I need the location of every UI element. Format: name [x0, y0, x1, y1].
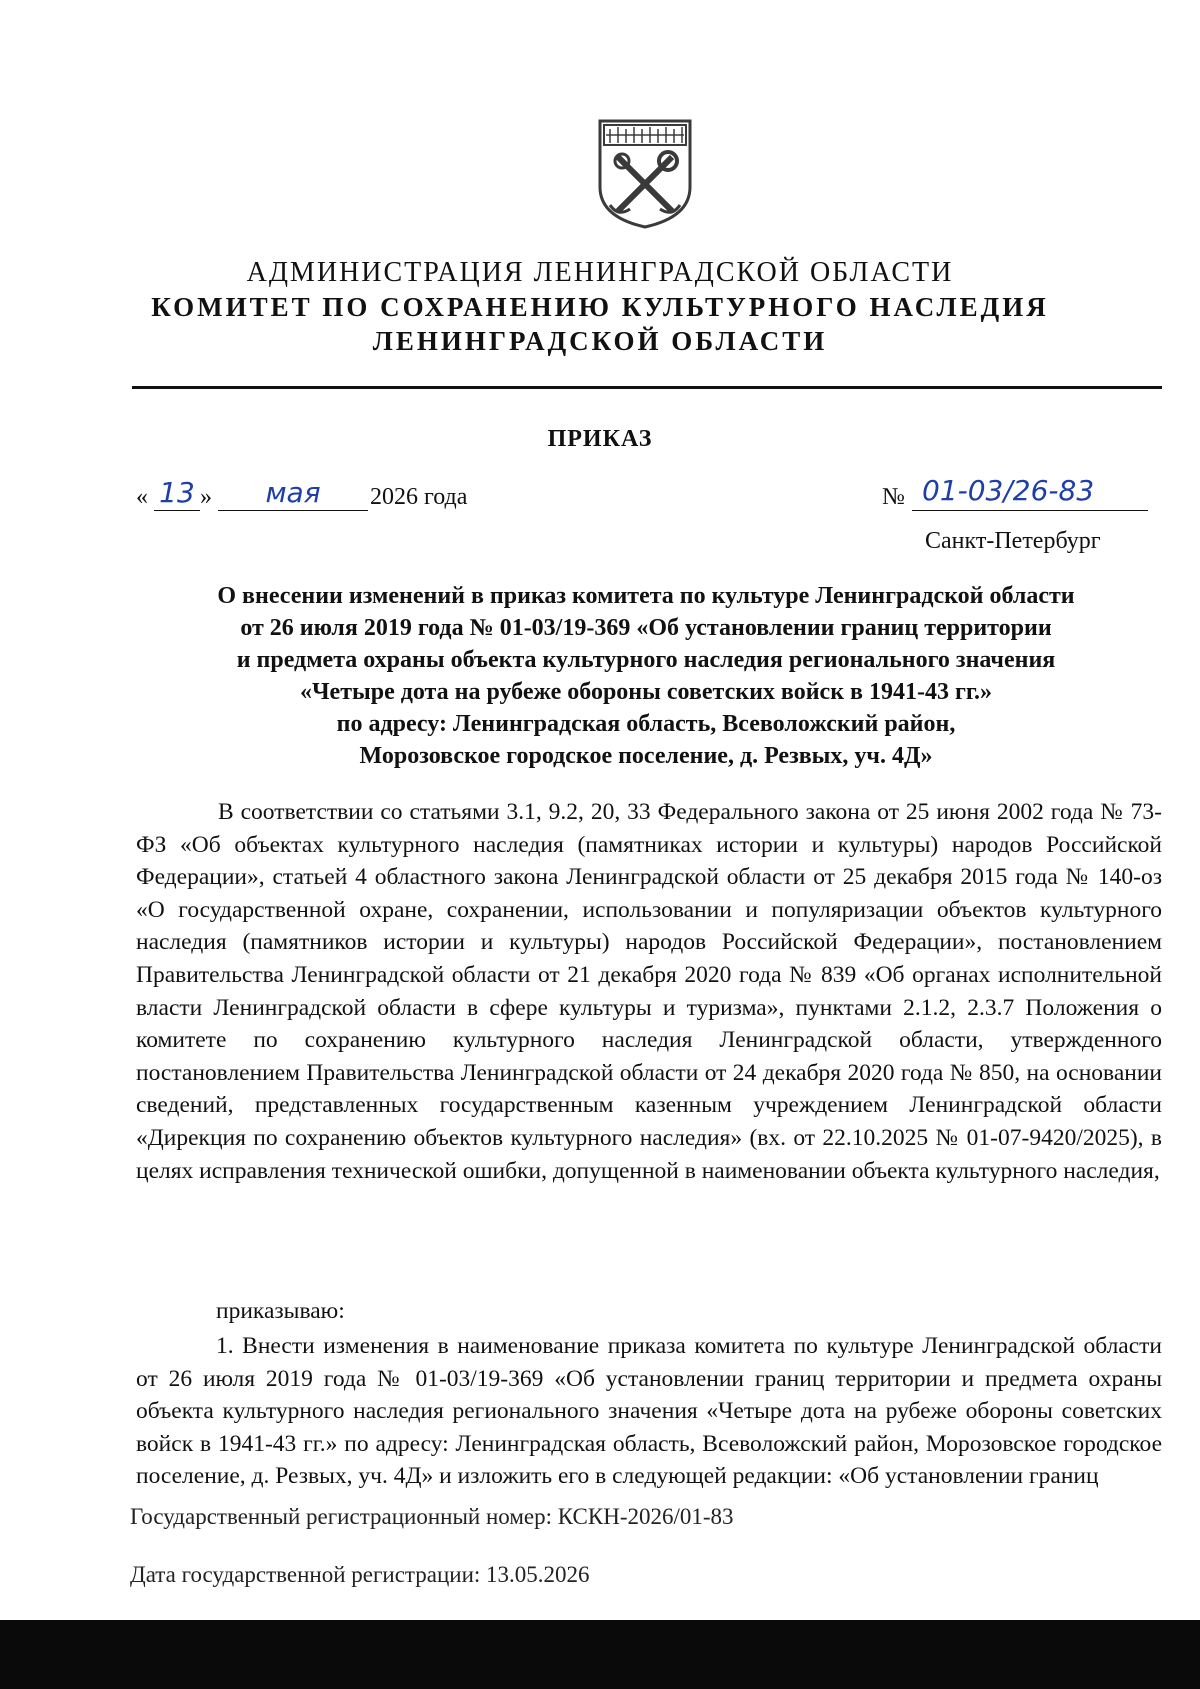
header-divider — [132, 386, 1162, 389]
date-close-quote: » — [200, 484, 212, 510]
scan-bottom-border — [0, 1620, 1200, 1689]
title-line: и предмета охраны объекта культурного наследия регионального значения — [236, 647, 1056, 673]
header-line-administration: АДМИНИСТРАЦИЯ ЛЕНИНГРАДСКОЙ ОБЛАСТИ — [246, 257, 954, 288]
date-open-quote: « — [136, 484, 148, 510]
title-line: О внесении изменений в приказ комитета по культуре Ленинградской области — [217, 583, 1075, 609]
registration-number: Государственный регистрационный номер: КСКН-2026/01-83 — [130, 1504, 734, 1529]
number-handwritten: 01-03/26-83 — [912, 474, 1148, 511]
title-line: от 26 июля 2019 года № 01-03/19-369 «Об установлении границ территории — [240, 615, 1052, 641]
registration-date: Дата государственной регистрации: 13.05.2026 — [130, 1562, 590, 1587]
document-header — [0, 256, 1200, 358]
date-year: 2026 года — [370, 484, 468, 510]
document-title — [130, 580, 1162, 772]
number-sign: № — [882, 484, 905, 510]
title-line: «Четыре дота на рубеже обороны советских войск в 1941-43 гг.» — [299, 679, 993, 705]
title-line: по адресу: Ленинградская область, Всеволожский район, — [336, 711, 956, 737]
preamble-paragraph: В соответствии со статьями 3.1, 9.2, 20, 33 Федерального закона от 25 июня 2002 года № 73-ФЗ «Об объектах культурного наследия (памятниках истории и культуры) народов Российской Федерации», статьей 4 областного закона Ленинградской области от 25 декабря 2015 года № 140-оз «О государственной охране, сохранении, использовании и популяризации объектов культурного наследия (памятников истории и культуры) народов Российской Федерации», постановлением Правительства Ленинградской области от 21 декабря 2020 года № 839 «Об органах исполнительной власти Ленинградской области в сфере культуры и туризма», пунктами 2.1.2, 2.3.7 Положения о комитете по сохранению культурного наследия Ленинградской области, утвержденного постановлением Правительства Ленинградской области от 24 декабря 2020 года № 850, на основании сведений, представленных государственным казенным учреждением Ленинградской области «Дирекция по сохранению объектов культурного наследия» (вх. от 22.10.2025 № 01-07-9420/2025), в целях исправления технической ошибки, допущенной в наименовании объекта культурного наследия, — [136, 799, 1162, 1184]
header-line-region: ЛЕНИНГРАДСКОЙ ОБЛАСТИ — [372, 326, 828, 356]
document-city: Санкт-Петербург — [925, 528, 1101, 554]
title-line: Морозовское городское поселение, д. Резвых, уч. 4Д» — [359, 743, 933, 769]
header-line-committee: КОМИТЕТ ПО СОХРАНЕНИЮ КУЛЬТУРНОГО НАСЛЕДИЯ — [151, 292, 1049, 322]
order-item-1: 1. Внести изменения в наименование приказа комитета по культуре Ленинградской области от 26 июля 2019 года № 01-03/19-369 «Об установлении границ территории и предмета охраны объекта культурного наследия регионального значения «Четыре дота на рубеже обороны советских войск в 1941-43 гг.» по адресу: Ленинградская область, Всеволожский район, Морозовское городское поселение, д. Резвых, уч. 4Д» и изложить его в следующей редакции: «Об установлении границ — [136, 1333, 1162, 1490]
date-day-handwritten: 13 — [154, 476, 200, 511]
document-type-title: ПРИКАЗ — [547, 426, 653, 452]
order-word: приказываю: — [216, 1298, 345, 1324]
coat-of-arms-icon — [596, 117, 694, 231]
date-month-handwritten: мая — [218, 476, 368, 511]
